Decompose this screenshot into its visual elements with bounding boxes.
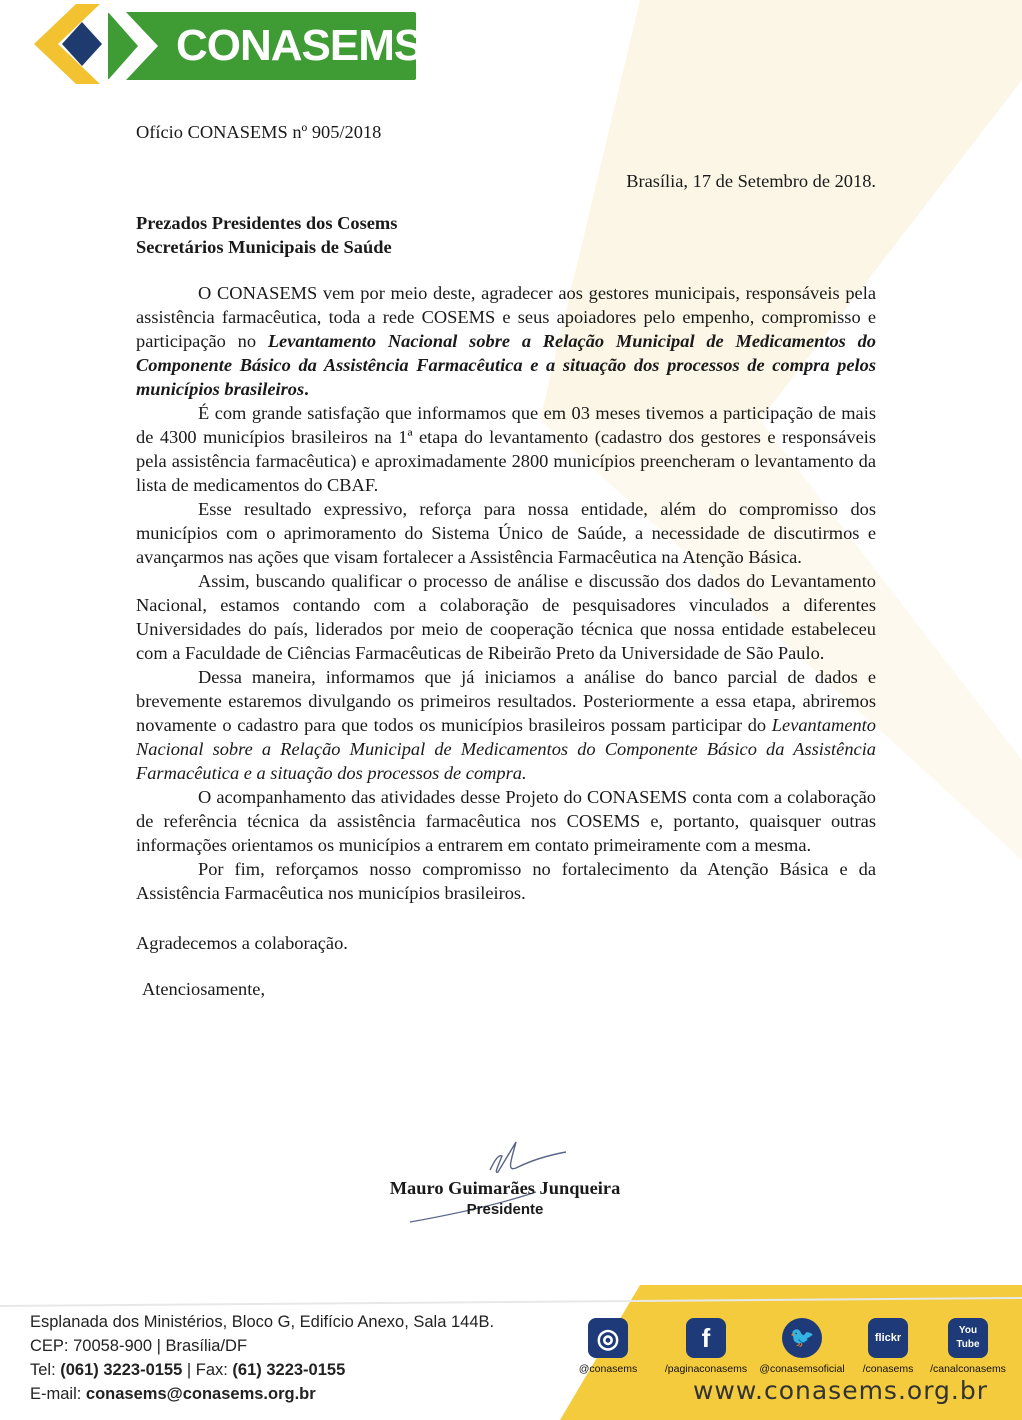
- paragraph: Por fim, reforçamos nosso compromisso no fortalecimento da Atenção Básica e da Assistência Farmacêutica nos municípios brasileiros.: [136, 859, 876, 903]
- email-address[interactable]: conasems@conasems.org.br: [85, 1385, 316, 1403]
- logo-wordmark: CONASEMS: [176, 21, 423, 70]
- tel-number: (061) 3223-0155: [60, 1361, 183, 1379]
- social-facebook[interactable]: [656, 1318, 756, 1375]
- paragraph: [136, 665, 876, 785]
- signatory-name: Mauro Guimarães Junqueira: [389, 1178, 621, 1198]
- social-instagram[interactable]: [558, 1318, 658, 1375]
- letter-body: [136, 120, 876, 1001]
- paragraph-emphasis: Levantamento Nacional sobre a Relação Municipal de Medicamentos do Componente Básico da Assistência Farmacêutica e a situação dos processos de compra pelos municípios brasileiros: [136, 331, 876, 399]
- paragraph: É com grande satisfação que informamos que em 03 meses tivemos a participação de mais de 4300 municípios brasileiros na 1ª etapa do levantamento (cadastro dos gestores e responsáveis pela assistência farmacêutica) e aproximadamente 2800 municípios preencheram o levantamento da lista de medicamentos do CBAF.: [136, 403, 876, 495]
- youtube-icon: You Tube: [948, 1318, 988, 1358]
- paragraph: Esse resultado expressivo, reforça para nossa entidade, além do compromisso dos municípios com o aprimoramento do Sistema Único de Saúde, a necessidade de discutirmos e avançarmos nas ações que visam fortalecer a Assistência Farmacêutica na Atenção Básica.: [136, 499, 876, 567]
- footer-contact: [30, 1310, 494, 1406]
- closing-salutation: Atenciosamente,: [142, 979, 266, 999]
- fax-label: | Fax:: [182, 1361, 233, 1379]
- paragraph-text: O CONASEMS vem por meio deste, agradecer aos gestores municipais, responsáveis pela assistência farmacêutica, toda a rede COSEMS e seus apoiadores pelo empenho, compromisso e participação no: [136, 283, 876, 351]
- paragraph-emphasis: Levantamento Nacional sobre a Relação Municipal de Medicamentos do Componente Básico da Assistência Farmacêutica e a situação dos processos de compra.: [136, 715, 876, 783]
- instagram-icon: ◎: [588, 1318, 628, 1358]
- paragraph-text: Dessa maneira, informamos que já iniciamos a análise do banco parcial de dados e brevemente estaremos divulgando os primeiros resultados. Posteriormente a essa etapa, abriremos novamente o cadastro para que todos os municípios brasileiros possam participar do: [136, 667, 876, 735]
- social-handle: /paginaconasems: [664, 1363, 748, 1375]
- social-handle: @conasemsoficial: [759, 1363, 845, 1375]
- tel-label: Tel:: [30, 1361, 61, 1379]
- addressee-line: Prezados Presidentes dos Cosems: [136, 213, 398, 233]
- social-handle: @conasems: [578, 1363, 638, 1375]
- email-label: E-mail:: [30, 1385, 86, 1403]
- letter-paragraphs: [136, 281, 876, 905]
- social-handle: /canalconasems: [930, 1363, 1006, 1375]
- addressee-line: Secretários Municipais de Saúde: [136, 237, 392, 257]
- paragraph-text: .: [304, 379, 309, 399]
- paragraph: [136, 281, 876, 401]
- paragraph: Assim, buscando qualificar o processo de análise e discussão dos dados do Levantamento Nacional, estamos contando com a colaboração de pesquisadores vinculados a diferentes Universidades do país, liderados por meio de cooperação técnica que nossa entidade estabeleceu com a Faculdade de Ciências Farmacêuticas de Ribeirão Preto da Universidade de São Paulo.: [136, 571, 876, 663]
- logo-inner-chevron: [108, 12, 168, 80]
- document-reference: Ofício CONASEMS nº 905/2018: [136, 122, 382, 142]
- document-date: Brasília, 17 de Setembro de 2018.: [626, 171, 876, 191]
- paragraph: O acompanhamento das atividades desse Projeto do CONASEMS conta com a colaboração de referência técnica da assistência farmacêutica nos COSEMS e, portanto, quaisquer outras informações orientamos os municípios a entrarem em contato primeiramente com a mesma.: [136, 787, 876, 855]
- social-twitter[interactable]: [752, 1318, 852, 1375]
- conasems-logo: [30, 2, 423, 86]
- footer-address-line: CEP: 70058-900 | Brasília/DF: [30, 1337, 248, 1355]
- facebook-icon: f: [686, 1318, 726, 1358]
- signatory-role: Presidente: [466, 1201, 544, 1218]
- footer-address-line: Esplanada dos Ministérios, Bloco G, Edifício Anexo, Sala 144B.: [30, 1313, 495, 1331]
- website-url[interactable]: www.conasems.org.br: [692, 1376, 988, 1405]
- flickr-icon: flickr: [868, 1318, 908, 1358]
- fax-number: (61) 3223-0155: [232, 1361, 346, 1379]
- twitter-icon: 🐦: [782, 1318, 822, 1358]
- addressee-block: [136, 211, 876, 259]
- social-handle: /conasems: [862, 1363, 914, 1375]
- footer-email-line: [30, 1382, 494, 1406]
- social-youtube[interactable]: [918, 1318, 1018, 1375]
- closing-thanks: Agradecemos a colaboração.: [136, 933, 348, 953]
- footer-phone-line: [30, 1358, 494, 1382]
